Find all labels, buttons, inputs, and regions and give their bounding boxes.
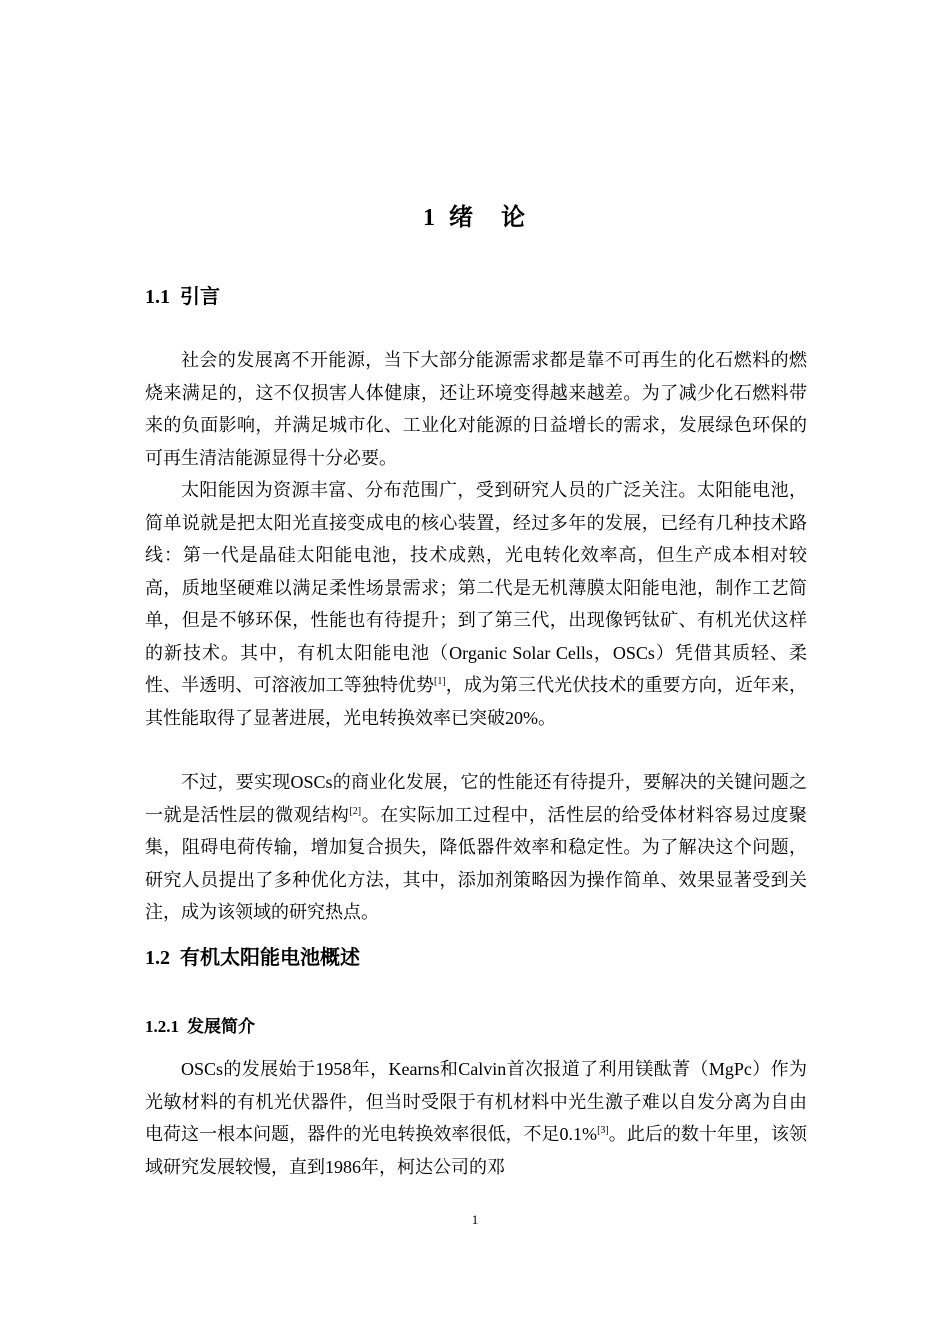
section-title: 有机太阳能电池概述: [180, 945, 360, 969]
chapter-title-char-2: 论: [501, 205, 527, 231]
section-heading-1-2: [145, 942, 360, 973]
paragraph-2-text-a: 太阳能因为资源丰富、分布范围广，受到研究人员的广泛关注。太阳能电池，简单说就是把太阳光直接变成电的核心装置，经过多年的发展，已经有几种技术路线：第一代是晶硅太阳能电池，技术成熟，光电转化效率高，但生产成本相对较高，质地坚硬难以满足柔性场景需求；第二代是无机薄膜太阳能电池，制作工艺简单，但是不够环保，性能也有待提升；到了第三代，出现像钙钛矿、有机光伏这样的新技术。其中，有机太阳能电池（Organic Solar Cells，OSCs）凭借其质轻、柔性、半透明、可溶液加工等独特优势: [145, 480, 807, 695]
section-heading-1-1: [145, 281, 220, 312]
paragraph-4-text-a: OSCs的发展始于1958年，Kearns和Calvin首次报道了利用镁酞菁（MgPc）作为光敏材料的有机光伏器件，但当时受限于有机材料中光生激子难以自发分离为自由电荷这一根本问题，器件的光电转换效率很低，不足0.1%: [145, 1059, 807, 1144]
paragraph-2-text-b: ，成为第三代光伏技术的重要方向，近年来，其性能取得了显著进展，光电转换效率已突破20%。: [145, 675, 808, 728]
paragraph-3-text-b: 。在实际加工过程中，活性层的给受体材料容易过度聚集，阻碍电荷传输，增加复合损失，降低器件效率和稳定性。为了解决这个问题，研究人员提出了多种优化方法，其中，添加剂策略因为操作简单、效果显著受到关注，成为该领域的研究热点。: [145, 804, 807, 922]
section-number: 1.2: [145, 947, 170, 969]
citation-2: [2]: [349, 805, 362, 817]
paragraph-4: [145, 1053, 807, 1183]
chapter-number: 1: [423, 205, 437, 231]
page-number: 1: [471, 1212, 479, 1227]
paragraph-2: [145, 474, 807, 734]
citation-1: [1]: [434, 676, 446, 687]
paragraph-3-text-a: 不过，要实现OSCs的商业化发展，它的性能还有待提升，要解决的关键问题之一就是活性层的微观结构: [145, 772, 807, 825]
section-title: 引言: [180, 284, 220, 308]
paragraph-1: 社会的发展离不开能源，当下大部分能源需求都是靠不可再生的化石燃料的燃烧来满足的，这不仅损害人体健康，还让环境变得越来越差。为了减少化石燃料带来的负面影响，并满足城市化、工业化对能源的日益增长的需求，发展绿色环保的可再生清洁能源显得十分必要。: [145, 350, 807, 468]
chapter-title-char-1: 绪: [449, 205, 475, 231]
subsection-title: 发展简介: [187, 1017, 255, 1037]
citation-3: [3]: [597, 1125, 609, 1136]
section-number: 1.1: [145, 286, 170, 308]
paragraph-4-text-b: 。此后的数十年里，该领域研究发展较慢，直到1986年，柯达公司的邓: [145, 1124, 808, 1177]
chapter-title: [0, 200, 950, 236]
subsection-heading-1-2-1: [145, 1014, 255, 1040]
subsection-number: 1.2.1: [145, 1017, 179, 1036]
paragraph-3: [145, 766, 807, 929]
